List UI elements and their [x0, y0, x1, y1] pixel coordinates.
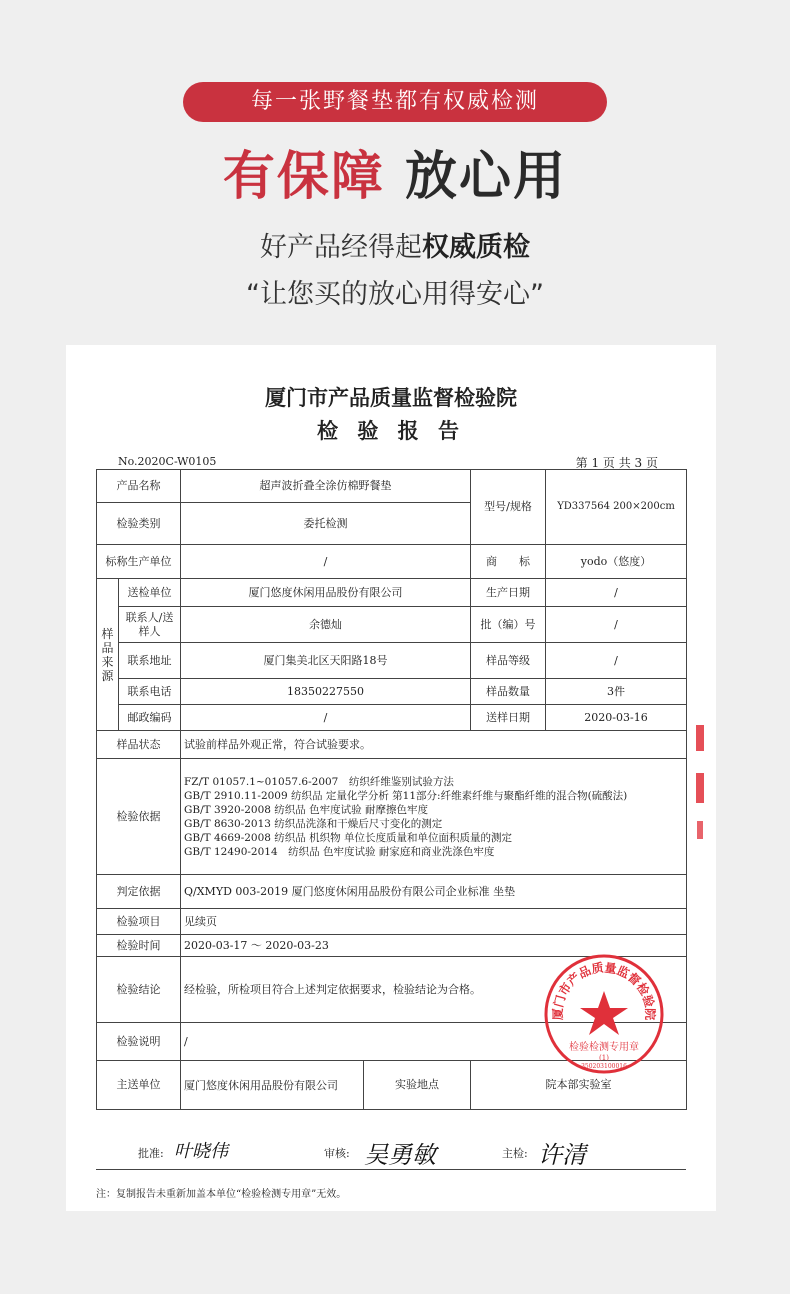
batch-label: 批（编）号 [471, 607, 546, 643]
prod-date-label: 生产日期 [471, 579, 546, 607]
sender-label: 送检单位 [119, 579, 181, 607]
report-org: 厦门市产品质量监督检验院 [265, 385, 517, 410]
conclusion-label: 检验结论 [97, 957, 181, 1023]
edge-stamp-fragment [694, 725, 706, 855]
send-date-label: 送样日期 [471, 705, 546, 731]
qty: 3件 [546, 679, 687, 705]
batch: / [546, 607, 687, 643]
items-label: 检验项目 [97, 909, 181, 935]
sample-state-label: 样品状态 [97, 731, 181, 759]
inspect-type-label: 检验类别 [97, 503, 181, 545]
sub1-normal: 好产品经得起 [260, 232, 422, 263]
remark-label: 检验说明 [97, 1023, 181, 1061]
time-label: 检验时间 [97, 935, 181, 957]
product-name: 超声波折叠全涂仿棉野餐垫 [181, 470, 471, 503]
report-title: 检 验 报 告 [317, 418, 465, 443]
header-banner: 每一张野餐垫都有权威检测 [183, 82, 607, 122]
stamp-star [580, 991, 628, 1035]
basis-line: GB/T 12490-2014 纺织品 色牢度试验 耐家庭和商业洗涤色牢度 [184, 845, 495, 858]
check-label: 主检: [502, 1147, 528, 1160]
main-unit-split [181, 1061, 470, 1109]
address: 厦门集美北区天阳路18号 [181, 643, 471, 679]
grade-label: 样品等级 [471, 643, 546, 679]
signature-row [96, 1135, 686, 1170]
main-unit-cell [181, 1061, 471, 1110]
conclusion: 经检验，所检项目符合上述判定依据要求，检验结论为合格。 [181, 957, 687, 1023]
subtitle-line-2: “让您买的放心用得安心” [246, 279, 544, 310]
check-signature: 许清 [538, 1141, 586, 1169]
judge: Q/XMYD 003-2019 厦门悠度休闲用品股份有限公司企业标准 坐垫 [181, 875, 687, 909]
grade: / [546, 643, 687, 679]
model-label: 型号/规格 [471, 470, 546, 545]
address-label: 联系地址 [119, 643, 181, 679]
stamp-code: 350203100016 [581, 1063, 627, 1070]
approve-label: 批准: [138, 1147, 164, 1160]
stamp-text: 厦门市产品质量监督检验院 [550, 960, 658, 1021]
inspect-type: 委托检测 [181, 503, 471, 545]
contact: 余德灿 [181, 607, 471, 643]
prod-date: / [546, 579, 687, 607]
contact-label: 联系人/送样人 [119, 607, 181, 643]
stamp-no: (1) [599, 1054, 609, 1062]
main-unit-label: 主送单位 [97, 1061, 181, 1110]
sub1-bold: 权威质检 [422, 232, 530, 263]
basis-list [181, 759, 687, 875]
sample-state: 试验前样品外观正常，符合试验要求。 [181, 731, 687, 759]
judge-label: 判定依据 [97, 875, 181, 909]
review-label: 审核: [324, 1147, 350, 1160]
lab-label: 实验地点 [395, 1078, 439, 1091]
subtitle-line-1 [0, 228, 790, 268]
sample-source-label [97, 579, 119, 731]
basis-line: GB/T 2910.11-2009 纺织品 定量化学分析 第11部分:纤维素纤维与聚酯纤维的混合物(硫酸法) [184, 789, 628, 802]
report-number: No.2020C-W0105 [118, 455, 217, 468]
qty-label: 样品数量 [471, 679, 546, 705]
basis-line: FZ/T 01057.1~01057.6-2007 纺织纤维鉴别试验方法 [184, 775, 454, 788]
manufacturer-label: 标称生产单位 [97, 545, 181, 579]
time: 2020-03-17 ～ 2020-03-23 [181, 935, 687, 957]
basis-line: GB/T 4669-2008 纺织品 机织物 单位长度质量和单位面积质量的测定 [184, 831, 512, 844]
page-title [0, 142, 790, 212]
official-stamp [543, 953, 665, 1075]
sample-source-text: 样品来源 [101, 626, 114, 683]
title-dark: 放心用 [405, 147, 568, 207]
send-date: 2020-03-16 [546, 705, 687, 731]
basis-line: GB/T 3920-2008 纺织品 色牢度试验 耐摩擦色牢度 [184, 803, 428, 816]
manufacturer: / [181, 545, 471, 579]
report-paper [66, 345, 716, 1211]
basis-label: 检验依据 [97, 759, 181, 875]
brand-label: 商 标 [471, 545, 546, 579]
model-value: YD337564 200×200cm [546, 470, 687, 545]
remark: / [181, 1023, 687, 1061]
review-signature: 吴勇敏 [364, 1141, 436, 1169]
items: 见续页 [181, 909, 687, 935]
page-info: 第 1 页 共 3 页 [575, 456, 658, 470]
postcode: / [181, 705, 471, 731]
brand: yodo（悠度） [546, 545, 687, 579]
basis-line: GB/T 8630-2013 纺织品洗涤和干燥后尺寸变化的测定 [184, 817, 443, 830]
report-note: 注：复制报告未重新加盖本单位“检验检测专用章”无效。 [96, 1189, 347, 1200]
title-red: 有保障 [222, 147, 385, 207]
postcode-label: 邮政编码 [119, 705, 181, 731]
stamp-sub: 检验检测专用章 [569, 1042, 639, 1053]
sender: 厦门悠度休闲用品股份有限公司 [181, 579, 471, 607]
phone: 18350227550 [181, 679, 471, 705]
main-unit: 厦门悠度休闲用品股份有限公司 [181, 1061, 364, 1109]
product-name-label: 产品名称 [97, 470, 181, 503]
lab: 院本部实验室 [471, 1061, 687, 1110]
approve-signature: 叶晓伟 [174, 1141, 228, 1162]
phone-label: 联系电话 [119, 679, 181, 705]
